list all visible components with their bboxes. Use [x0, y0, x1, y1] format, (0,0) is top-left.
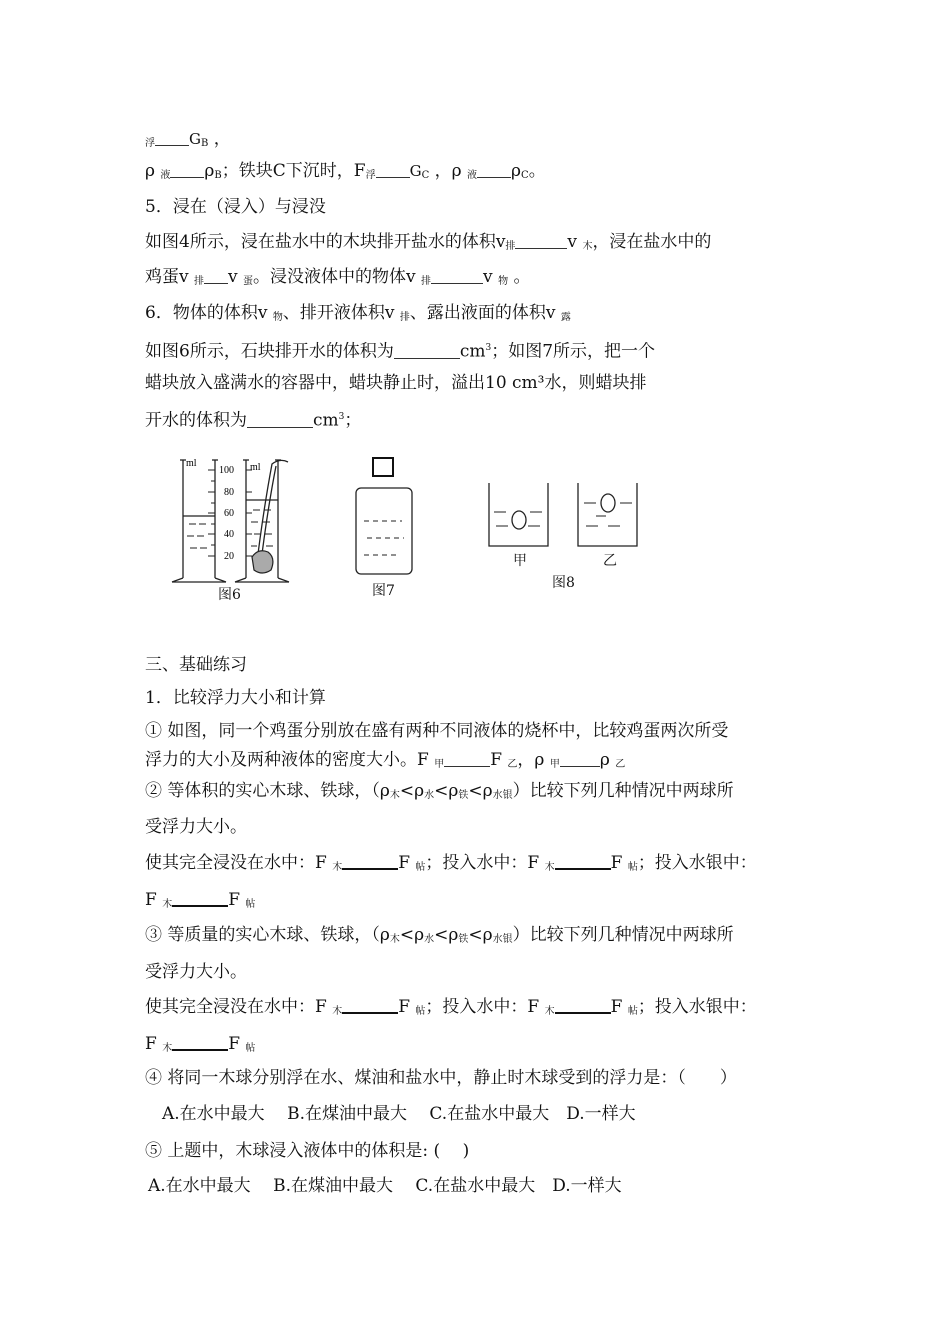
text: F	[610, 853, 623, 873]
text: cm	[313, 410, 339, 431]
sub-tie: 帖	[415, 862, 426, 873]
caption-fig6: 图6	[218, 587, 241, 603]
text: 浮力的大小及两种液体的密度大小。F	[145, 750, 429, 770]
blank[interactable]	[394, 344, 460, 359]
sub-mu: 木	[544, 1006, 555, 1017]
text: F	[145, 890, 157, 910]
caption-fig7: 图7	[372, 583, 395, 599]
text: ，浸在盐水中的	[592, 232, 712, 252]
text: ② 等体积的实心木球、铁球，（ρ	[145, 781, 390, 801]
sub-lu: 露	[560, 312, 571, 323]
blank[interactable]	[172, 891, 228, 907]
sub-tie: 铁	[458, 934, 469, 945]
figure-8-beakers	[484, 478, 644, 553]
text: <ρ	[399, 781, 425, 801]
comma: ，	[213, 129, 231, 149]
text: ；投入水银中：	[637, 853, 757, 873]
text: 、排开液体积v	[282, 303, 395, 323]
sub-ye: 液	[160, 170, 171, 181]
rho: ρ	[511, 161, 522, 181]
text: <ρ	[399, 925, 425, 945]
sub-mu: 木	[582, 241, 593, 252]
sub-wu: 物	[272, 312, 283, 323]
sub-tie: 帖	[627, 1006, 638, 1017]
text: v	[228, 267, 238, 287]
sub-b: B	[200, 138, 209, 149]
blank[interactable]	[515, 234, 567, 249]
sub-jia: 甲	[434, 759, 445, 770]
sub-shui: 水	[424, 934, 435, 945]
sub-c: C	[521, 170, 529, 181]
sub-dan: 蛋	[243, 276, 254, 287]
text: F	[228, 890, 240, 910]
question-1c-line1	[145, 924, 734, 951]
sub-mu: 木	[162, 1043, 173, 1054]
tick-label: 20	[224, 551, 234, 562]
blank[interactable]	[342, 854, 398, 870]
sub-tie: 帖	[627, 862, 638, 873]
text: ；	[344, 410, 362, 431]
text: <ρ	[434, 781, 459, 801]
sub-fu: 浮	[365, 170, 376, 181]
text: ；铁块C下沉时，F	[221, 161, 366, 181]
blank[interactable]	[170, 163, 204, 178]
text: <ρ	[468, 925, 493, 945]
para-5a	[145, 231, 711, 258]
sup-3: 3	[485, 343, 492, 353]
line-1	[145, 128, 231, 155]
caption-fig8: 图8	[552, 575, 575, 591]
text: ，ρ	[434, 161, 462, 181]
rho: ρ	[599, 750, 610, 770]
text: F	[398, 853, 410, 873]
sub-pai: 排	[194, 276, 205, 287]
para-6c	[145, 406, 361, 432]
question-1e-options[interactable]: A.在水中最大 B.在煤油中最大 C.在盐水中最大 D.一样大	[148, 1176, 622, 1196]
label-jia: 甲	[513, 553, 527, 569]
blank[interactable]	[376, 163, 410, 178]
question-1e: ⑤ 上题中，木球浸入液体中的体积是: ( )	[145, 1141, 470, 1161]
text: v	[483, 267, 493, 287]
text: v	[567, 232, 578, 252]
tick-label: 60	[224, 508, 234, 519]
sub-yi: 乙	[615, 759, 626, 770]
rho: ρ	[204, 161, 215, 181]
blank[interactable]	[555, 854, 611, 870]
question-1b-line1	[145, 780, 734, 807]
label-yi: 乙	[603, 553, 617, 569]
line-2	[145, 160, 546, 187]
text: <ρ	[434, 925, 459, 945]
question-1c-line2: 受浮力大小。	[145, 962, 247, 982]
question-1c-line3	[145, 996, 757, 1023]
tick-label: 40	[224, 529, 234, 540]
sub-pai: 排	[421, 276, 432, 287]
text: 使其完全浸没在水中：F	[145, 853, 327, 873]
para-5b	[145, 266, 530, 293]
text-g: G	[189, 130, 201, 148]
sub-jia: 甲	[549, 759, 560, 770]
unit-label-left: ml	[186, 458, 197, 469]
para-6b: 蜡块放入盛满水的容器中，蜡块静止时，溢出10 cm³水，则蜡块排	[145, 373, 647, 393]
sub-pai: 排	[399, 312, 410, 323]
text: ）比较下列几种情况中两球所	[512, 781, 734, 801]
figure-7-container	[352, 456, 417, 581]
sub-b: B	[214, 170, 222, 181]
sup-3: 3	[338, 412, 345, 422]
sub-mu: 木	[332, 1006, 343, 1017]
sub-pai: 排	[505, 241, 516, 252]
text: ，ρ	[517, 750, 545, 770]
unit-label-right: ml	[250, 462, 261, 473]
question-1c-line4	[145, 1033, 255, 1060]
blank[interactable]	[431, 269, 483, 284]
sub-ye: 液	[467, 170, 478, 181]
text: F	[228, 1034, 240, 1054]
figure-6-cylinders	[168, 452, 303, 602]
blank[interactable]	[172, 1035, 228, 1051]
text: cm	[459, 341, 486, 362]
blank[interactable]	[247, 413, 313, 428]
question-1-title: 1．比较浮力大小和计算	[145, 688, 326, 708]
text: F	[145, 1034, 157, 1054]
question-1d: ④ 将同一木球分别浮在水、煤油和盐水中，静止时木球受到的浮力是：（ ）	[145, 1068, 737, 1088]
text: F	[490, 750, 502, 770]
tick-label: 80	[224, 487, 234, 498]
question-1a-line1: ① 如图，同一个鸡蛋分别放在盛有两种不同液体的烧杯中，比较鸡蛋两次所受	[145, 721, 729, 741]
sub-yi: 乙	[507, 759, 518, 770]
sub-fu: 浮	[145, 138, 155, 149]
sub-tie: 帖	[245, 899, 256, 910]
question-1a-line2	[145, 749, 625, 776]
text: 使其完全浸没在水中：F	[145, 997, 327, 1017]
question-1b-line3	[145, 852, 757, 879]
blank[interactable]	[204, 269, 228, 284]
text: ；投入水银中：	[637, 997, 757, 1017]
sub-tie: 铁	[458, 790, 469, 801]
text-g: G	[409, 162, 422, 180]
sub-mu: 木	[389, 790, 400, 801]
blank[interactable]	[342, 998, 398, 1014]
text: ；如图7所示，把一个	[491, 341, 656, 362]
text: <ρ	[468, 781, 493, 801]
text: 、露出液面的体积v	[409, 303, 556, 323]
text: 。浸没液体中的物体v	[253, 267, 416, 287]
text: 鸡蛋v	[145, 267, 189, 287]
blank[interactable]	[555, 998, 611, 1014]
text: ）比较下列几种情况中两球所	[512, 925, 734, 945]
sub-shuiyin: 水银	[492, 934, 513, 945]
blank[interactable]	[155, 131, 189, 146]
text: 如图4所示，浸在盐水中的木块排开盐水的体积v	[145, 232, 506, 252]
heading-6	[145, 302, 571, 329]
question-1b-line2: 受浮力大小。	[145, 817, 247, 837]
heading-5: 5．浸在（浸入）与浸没	[145, 197, 326, 217]
question-1d-options[interactable]: A.在水中最大 B.在煤油中最大 C.在盐水中最大 D.一样大	[162, 1104, 636, 1124]
text: F	[398, 997, 410, 1017]
question-1b-line4	[145, 889, 255, 916]
sub-wu: 物	[498, 276, 509, 287]
sub-mu: 木	[389, 934, 400, 945]
sub-tie: 帖	[245, 1043, 256, 1054]
sub-mu: 木	[332, 862, 343, 873]
section-3-title: 三、基础练习	[145, 655, 247, 675]
sub-mu: 木	[544, 862, 555, 873]
text: 如图6所示，石块排开水的体积为	[145, 341, 394, 362]
sub-tie: 帖	[415, 1006, 426, 1017]
blank[interactable]	[560, 752, 600, 767]
text: ；投入水中：F	[425, 997, 540, 1017]
period: 。	[528, 161, 546, 181]
blank[interactable]	[477, 163, 511, 178]
tick-label: 100	[219, 465, 234, 476]
blank[interactable]	[444, 752, 490, 767]
sub-c: C	[421, 170, 430, 181]
text: F	[610, 997, 623, 1017]
para-6a	[145, 337, 655, 363]
rho: ρ	[145, 161, 155, 181]
text: 开水的体积为	[145, 410, 247, 431]
sub-mu: 木	[162, 899, 173, 910]
sub-shuiyin: 水银	[492, 790, 513, 801]
text: ；投入水中：F	[425, 853, 540, 873]
period: 。	[513, 267, 531, 287]
text: ③ 等质量的实心木球、铁球，（ρ	[145, 925, 390, 945]
sub-shui: 水	[424, 790, 435, 801]
text: 6．物体的体积v	[145, 303, 268, 323]
